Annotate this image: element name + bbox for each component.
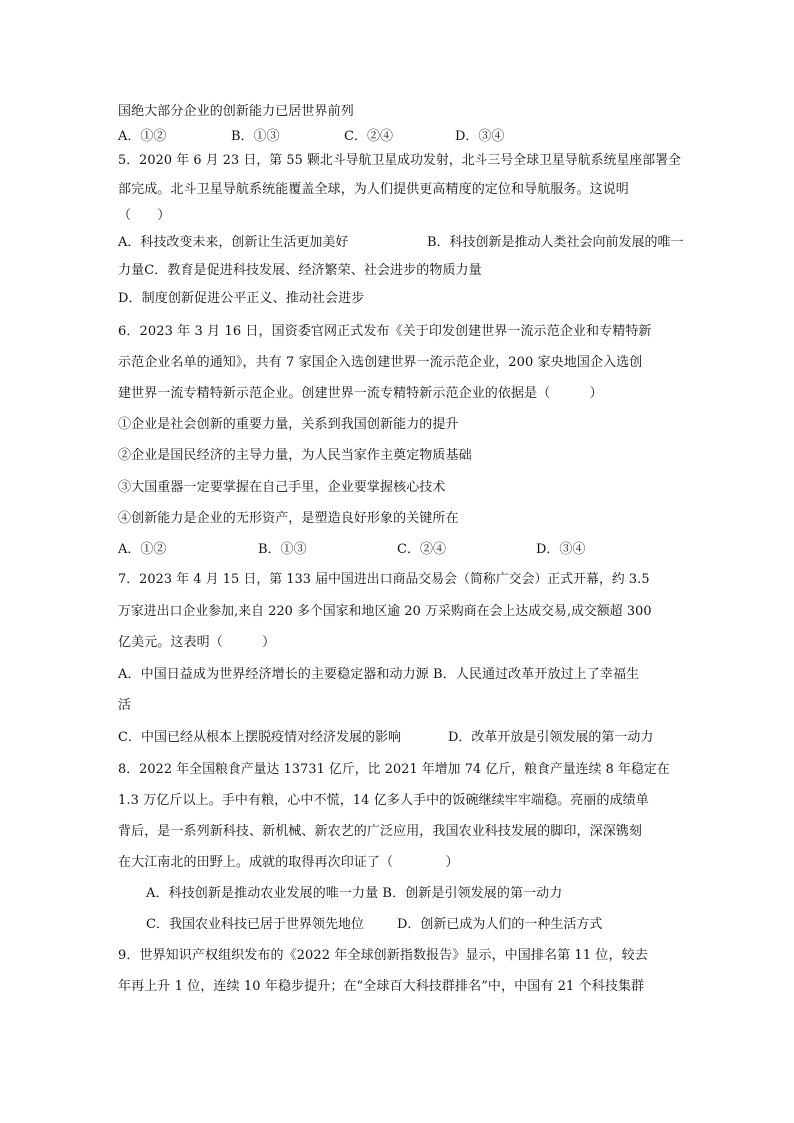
text-line: 亿美元。这表明（ ）: [118, 635, 276, 650]
answer-option-c: C．②④: [344, 129, 393, 144]
answer-option-b: B．①③: [258, 542, 307, 557]
text-line: 背后，是一系列新科技、新机械、新农艺的广泛应用，我国农业科技发展的脚印，深深镌刻: [118, 824, 643, 839]
text-line: 国绝大部分企业的创新能力已居世界前列: [118, 104, 354, 119]
answer-blank: （ ）: [118, 208, 171, 223]
answer-option-d: D．③④: [455, 129, 505, 144]
question-9-stem: 9．世界知识产权组织发布的《2022 年全球创新指数报告》显示，中国排名第 11 位，较去: [118, 948, 648, 963]
text-line: 在大江南北的田野上。成就的取得再次印证了（ ）: [118, 855, 459, 870]
answer-option-c: C．②④: [397, 542, 446, 557]
text-line: 活: [118, 698, 132, 713]
answer-option-c: C．我国农业科技已居于世界领先地位: [146, 917, 364, 932]
question-5-stem: 5．2020 年 6 月 23 日，第 55 颗北斗导航卫星成功发射，北斗三号全球卫星导航系统星座部署全: [118, 153, 681, 168]
statement-4: ④创新能力是企业的无形资产，是塑造良好形象的关键所在: [118, 511, 459, 526]
answer-option-d: D．③④: [536, 542, 586, 557]
answer-option-d: D．创新已成为人们的一种生活方式: [397, 917, 603, 932]
text-line: 建世界一流专精特新示范企业。创建世界一流专精特新示范企业的依据是（ ）: [118, 386, 603, 401]
question-6-stem: 6．2023 年 3 月 16 日，国资委官网正式发布《关于印发创建世界一流示范企业和专精特新: [118, 324, 652, 339]
text-line: A．科技创新是推动农业发展的唯一力量 B．创新是引领发展的第一动力: [146, 886, 563, 901]
statement-1: ①企业是社会创新的重要力量，关系到我国创新能力的提升: [118, 417, 459, 432]
text-line: 部完成。北斗卫星导航系统能覆盖全球，为人们提供更高精度的定位和导航服务。这说明: [118, 182, 629, 197]
text-line: 万家进出口企业参加,来自 220 多个国家和地区逾 20 万采购商在会上达成交易,成交额超 300: [118, 604, 652, 619]
text-line: 年再上升 1 位，连续 10 年稳步提升；在“全球百大科技群排名”中，中国有 21 个科技集群: [118, 979, 645, 994]
answer-option-a: A．①②: [118, 129, 167, 144]
text-line: 1.3 万亿斤以上。手中有粮，心中不慌，14 亿多人手中的饭碗继续牢牢端稳。亮丽的成绩单: [118, 793, 649, 808]
answer-option-a: A．①②: [118, 542, 167, 557]
text-line: 示范企业名单的通知》，共有 7 家国企入选创建世界一流示范企业，200 家央地国企入选创: [118, 355, 643, 370]
answer-option-b: B．科技创新是推动人类社会向前发展的唯一: [427, 235, 684, 250]
statement-3: ③大国重器一定要掌握在自己手里，企业要掌握核心技术: [118, 480, 446, 495]
answer-option-d: D．制度创新促进公平正义、推动社会进步: [118, 291, 365, 306]
text-line: 力量C．教育是促进科技发展、经济繁荣、社会进步的物质力量: [118, 263, 482, 278]
text-line: A．中国日益成为世界经济增长的主要稳定器和动力源 B．人民通过改革开放过上了幸福生: [118, 667, 640, 682]
statement-2: ②企业是国民经济的主导力量，为人民当家作主奠定物质基础: [118, 448, 472, 463]
answer-option-d: D．改革开放是引领发展的第一动力: [448, 730, 654, 745]
answer-option-a: A．科技改变未来，创新让生活更加美好: [118, 235, 349, 250]
question-7-stem: 7．2023 年 4 月 15 日，第 133 届中国进出口商品交易会（简称广交会）正式开幕，约 3.5: [118, 572, 650, 587]
answer-option-b: B．①③: [231, 129, 280, 144]
answer-option-c: C．中国已经从根本上摆脱疫情对经济发展的影响: [118, 730, 401, 745]
question-8-stem: 8．2022 年全国粮食产量达 13731 亿斤，比 2021 年增加 74 亿斤，粮食产量连续 8 年稳定在: [118, 762, 670, 777]
